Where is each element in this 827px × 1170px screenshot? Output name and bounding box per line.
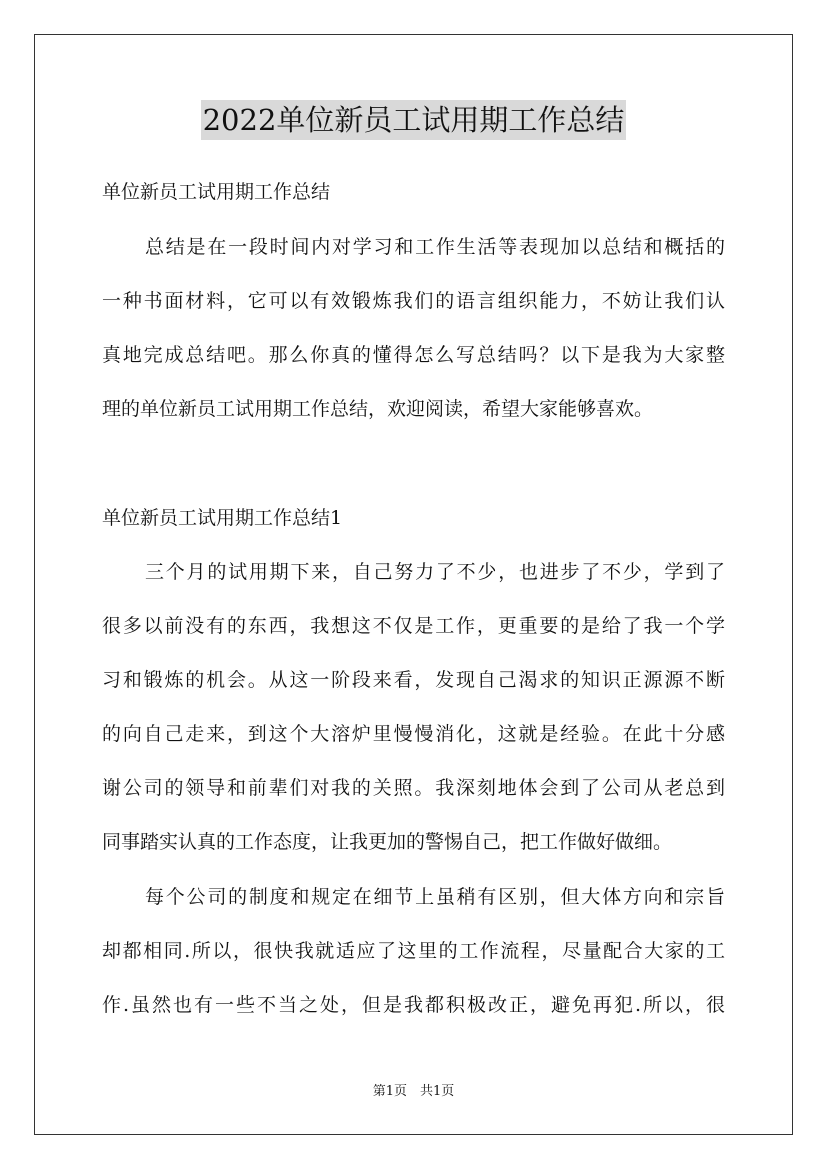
section-heading-1: 单位新员工试用期工作总结1 [102,507,343,529]
paragraph2-line-1: 每个公司的制度和规定在细节上虽稍有区别，但大体方向和宗旨 [145,886,725,908]
paragraph2-line-2: 却都相同.所以，很快我就适应了这里的工作流程，尽量配合大家的工 [102,940,725,962]
paragraph1-line-6: 同事踏实认真的工作态度，让我更加的警惕自己，把工作做好做细。 [102,831,673,853]
intro-line-3: 真地完成总结吧。那么你真的懂得怎么写总结吗？以下是我为大家整 [102,344,725,366]
intro-line-2: 一种书面材料，它可以有效锻炼我们的语言组织能力，不妨让我们认 [102,290,725,312]
title-container [0,100,827,140]
paragraph2-line-3: 作.虽然也有一些不当之处，但是我都积极改正，避免再犯.所以，很 [102,994,725,1016]
document-title: 2022单位新员工试用期工作总结 [201,100,627,140]
paragraph1-line-5: 谢公司的领导和前辈们对我的关照。我深刻地体会到了公司从老总到 [102,777,725,799]
paragraph1-line-2: 很多以前没有的东西，我想这不仅是工作，更重要的是给了我一个学 [102,615,725,637]
intro-line-4: 理的单位新员工试用期工作总结，欢迎阅读，希望大家能够喜欢。 [102,398,654,420]
intro-line-1: 总结是在一段时间内对学习和工作生活等表现加以总结和概括的 [145,236,725,258]
paragraph1-line-4: 的向自己走来，到这个大溶炉里慢慢消化，这就是经验。在此十分感 [102,723,725,745]
paragraph1-line-1: 三个月的试用期下来，自己努力了不少，也进步了不少，学到了 [145,561,725,583]
document-subtitle: 单位新员工试用期工作总结 [102,181,331,203]
page-footer: 第1页 共1页 [372,1084,455,1099]
paragraph1-line-3: 习和锻炼的机会。从这一阶段来看，发现自己渴求的知识正源源不断 [102,669,725,691]
